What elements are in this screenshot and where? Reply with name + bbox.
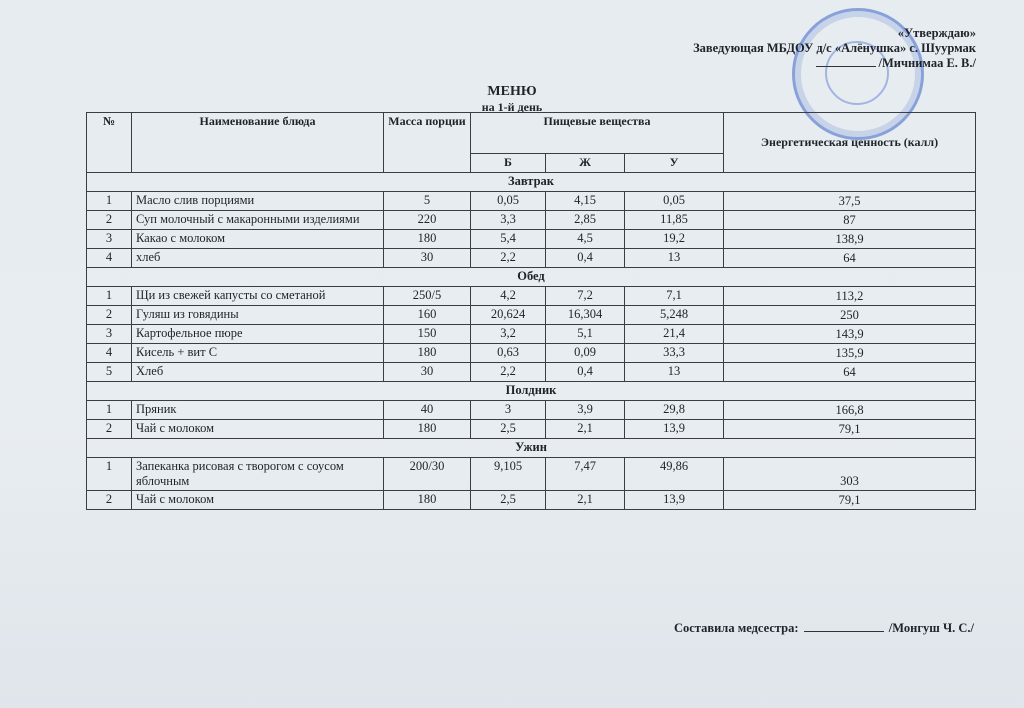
- cell-name: хлеб: [132, 249, 384, 268]
- cell-z: 7,47: [546, 458, 625, 491]
- table-row: [87, 249, 976, 268]
- cell-b: 2,5: [471, 491, 546, 510]
- page-title: МЕНЮ: [487, 84, 537, 99]
- cell-z: 0,4: [546, 363, 625, 382]
- cell-u: 13: [625, 249, 724, 268]
- header-mass: Масса порции: [384, 113, 471, 173]
- footer: [674, 621, 974, 636]
- cell-z: 0,4: [546, 249, 625, 268]
- cell-b: 2,5: [471, 420, 546, 439]
- cell-z: 2,1: [546, 420, 625, 439]
- header-b: Б: [471, 154, 546, 173]
- cell-name: Гуляш из говядины: [132, 306, 384, 325]
- cell-name: Запеканка рисовая с творогом с соусом яблочным: [132, 458, 384, 491]
- header-nutrients: Пищевые вещества: [471, 113, 724, 154]
- cell-num: 1: [87, 458, 132, 491]
- table-row: [87, 491, 976, 510]
- cell-name: Щи из свежей капусты со сметаной: [132, 287, 384, 306]
- section-title: Ужин: [87, 439, 976, 458]
- cell-u: 0,05: [625, 192, 724, 211]
- cell-name: Картофельное пюре: [132, 325, 384, 344]
- cell-num: 1: [87, 401, 132, 420]
- cell-u: 29,8: [625, 401, 724, 420]
- cell-energy: 37,5: [724, 192, 976, 211]
- table-row: [87, 306, 976, 325]
- cell-z: 16,304: [546, 306, 625, 325]
- cell-u: 21,4: [625, 325, 724, 344]
- cell-num: 2: [87, 306, 132, 325]
- cell-mass: 30: [384, 249, 471, 268]
- cell-b: 0,63: [471, 344, 546, 363]
- menu-table: [86, 112, 976, 510]
- cell-num: 1: [87, 287, 132, 306]
- cell-mass: 160: [384, 306, 471, 325]
- cell-num: 4: [87, 249, 132, 268]
- signature: [816, 66, 876, 67]
- cell-u: 19,2: [625, 230, 724, 249]
- header-u: У: [625, 154, 724, 173]
- cell-z: 2,1: [546, 491, 625, 510]
- cell-z: 7,2: [546, 287, 625, 306]
- section-row: [87, 268, 976, 287]
- section-row: [87, 382, 976, 401]
- cell-u: 13: [625, 363, 724, 382]
- cell-mass: 180: [384, 344, 471, 363]
- cell-z: 3,9: [546, 401, 625, 420]
- cell-num: 5: [87, 363, 132, 382]
- cell-energy: 64: [724, 249, 976, 268]
- cell-name: Чай с молоком: [132, 491, 384, 510]
- cell-z: 2,85: [546, 211, 625, 230]
- section-title: Завтрак: [87, 173, 976, 192]
- cell-energy: 79,1: [724, 420, 976, 439]
- cell-b: 3,3: [471, 211, 546, 230]
- table-row: [87, 287, 976, 306]
- cell-num: 1: [87, 192, 132, 211]
- cell-z: 4,5: [546, 230, 625, 249]
- approval-signer: /Мичнимаа Е. В./: [878, 56, 976, 70]
- header-energy: Энергетическая ценность (калл): [724, 113, 976, 173]
- cell-name: Кисель + вит С: [132, 344, 384, 363]
- nurse-signature: [804, 631, 884, 632]
- cell-name: Пряник: [132, 401, 384, 420]
- cell-name: Чай с молоком: [132, 420, 384, 439]
- cell-energy: 79,1: [724, 491, 976, 510]
- cell-mass: 200/30: [384, 458, 471, 491]
- cell-mass: 5: [384, 192, 471, 211]
- cell-name: Масло слив порциями: [132, 192, 384, 211]
- footer-label: Составила медсестра:: [673, 621, 799, 635]
- header-num: №: [87, 113, 132, 173]
- header-name: Наименование блюда: [132, 113, 384, 173]
- cell-mass: 30: [384, 363, 471, 382]
- cell-u: 11,85: [625, 211, 724, 230]
- table-row: [87, 401, 976, 420]
- approval-block: [693, 26, 976, 71]
- cell-mass: 180: [384, 230, 471, 249]
- cell-b: 0,05: [471, 192, 546, 211]
- cell-b: 2,2: [471, 249, 546, 268]
- cell-u: 33,3: [625, 344, 724, 363]
- cell-name: Суп молочный с макаронными изделиями: [132, 211, 384, 230]
- cell-energy: 250: [724, 306, 976, 325]
- approval-line-3: [693, 56, 976, 71]
- header-z: Ж: [546, 154, 625, 173]
- table-row: [87, 325, 976, 344]
- cell-num: 2: [87, 211, 132, 230]
- cell-num: 3: [87, 325, 132, 344]
- cell-num: 4: [87, 344, 132, 363]
- cell-z: 4,15: [546, 192, 625, 211]
- approval-line-2: Заведующая МБДОУ д/с «Алёнушка» с. Шуурмак: [693, 41, 976, 55]
- table-row: [87, 192, 976, 211]
- cell-num: 2: [87, 420, 132, 439]
- cell-energy: 138,9: [724, 230, 976, 249]
- cell-mass: 180: [384, 491, 471, 510]
- table-row: [87, 363, 976, 382]
- page-subtitle: на 1-й день: [481, 100, 543, 114]
- cell-energy: 135,9: [724, 344, 976, 363]
- menu-body: [87, 173, 976, 510]
- cell-energy: 303: [724, 458, 976, 491]
- section-row: [87, 439, 976, 458]
- table-row: [87, 211, 976, 230]
- cell-b: 2,2: [471, 363, 546, 382]
- table-row: [87, 458, 976, 491]
- cell-mass: 150: [384, 325, 471, 344]
- cell-b: 5,4: [471, 230, 546, 249]
- cell-energy: 113,2: [724, 287, 976, 306]
- cell-mass: 180: [384, 420, 471, 439]
- cell-u: 7,1: [625, 287, 724, 306]
- cell-num: 2: [87, 491, 132, 510]
- cell-z: 0,09: [546, 344, 625, 363]
- section-title: Обед: [87, 268, 976, 287]
- cell-u: 13,9: [625, 491, 724, 510]
- cell-u: 5,248: [625, 306, 724, 325]
- cell-name: Хлеб: [132, 363, 384, 382]
- cell-energy: 143,9: [724, 325, 976, 344]
- table-row: [87, 344, 976, 363]
- cell-b: 20,624: [471, 306, 546, 325]
- approval-line-1: «Утверждаю»: [897, 26, 976, 40]
- cell-num: 3: [87, 230, 132, 249]
- cell-b: 3,2: [471, 325, 546, 344]
- cell-energy: 64: [724, 363, 976, 382]
- cell-energy: 87: [724, 211, 976, 230]
- cell-u: 49,86: [625, 458, 724, 491]
- table-row: [87, 420, 976, 439]
- section-title: Полдник: [87, 382, 976, 401]
- section-row: [87, 173, 976, 192]
- table-row: [87, 230, 976, 249]
- cell-mass: 40: [384, 401, 471, 420]
- cell-name: Какао с молоком: [132, 230, 384, 249]
- cell-mass: 220: [384, 211, 471, 230]
- cell-b: 3: [471, 401, 546, 420]
- cell-energy: 166,8: [724, 401, 976, 420]
- footer-name: /Монгуш Ч. С./: [888, 621, 974, 635]
- cell-mass: 250/5: [384, 287, 471, 306]
- cell-z: 5,1: [546, 325, 625, 344]
- cell-b: 9,105: [471, 458, 546, 491]
- cell-b: 4,2: [471, 287, 546, 306]
- cell-u: 13,9: [625, 420, 724, 439]
